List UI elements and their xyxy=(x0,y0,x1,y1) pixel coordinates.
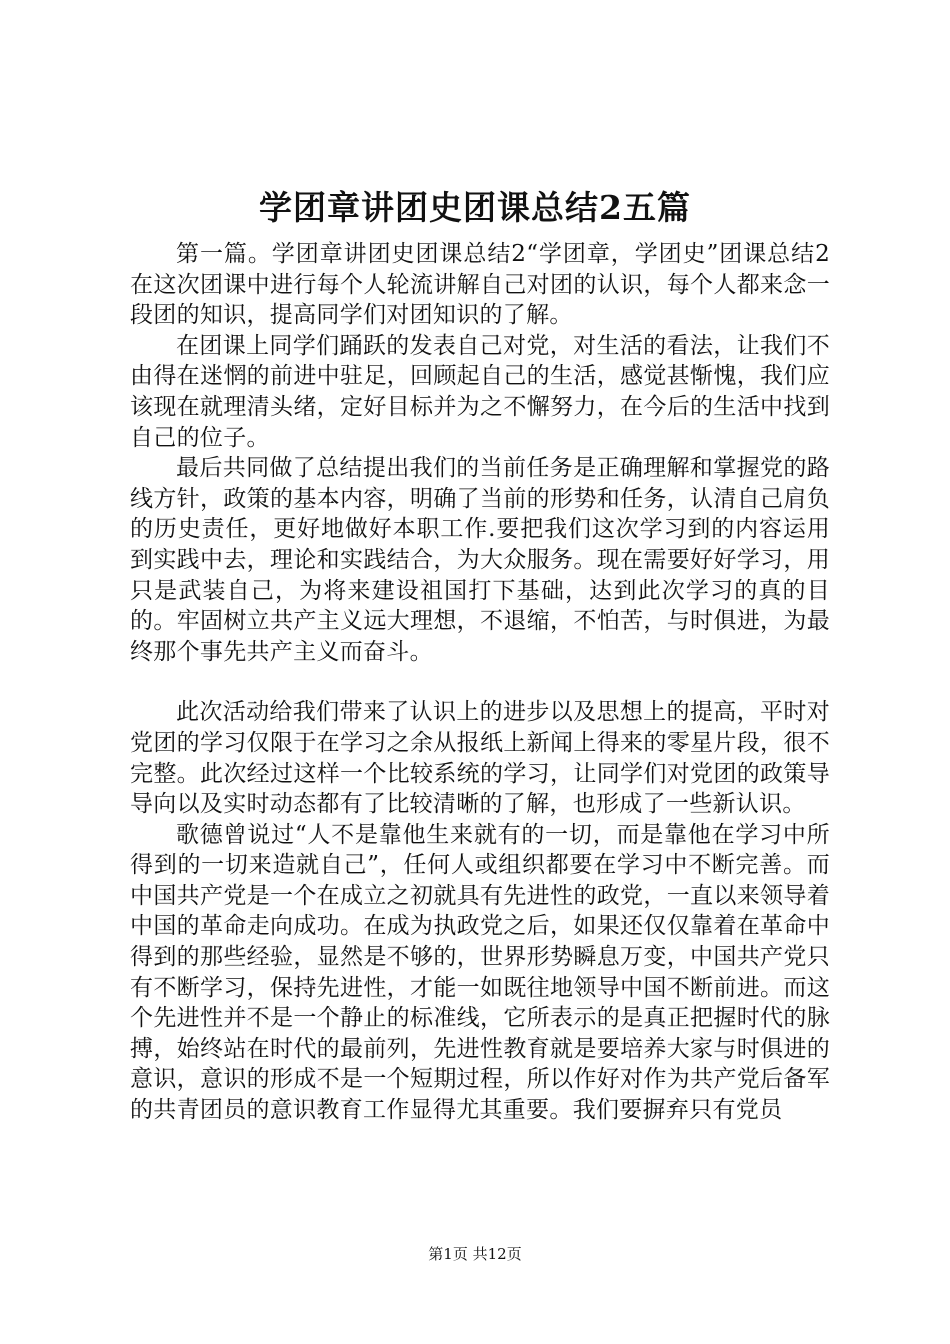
document-title: 学团章讲团史团课总结2五篇 xyxy=(259,188,691,227)
page-number-footer: 第1页 共12页 xyxy=(428,1245,522,1263)
paragraph-3: 最后共同做了总结提出我们的当前任务是正确理解和掌握党的路线方针，政策的基本内容，明确了当前的形势和任务，认清自己肩负的历史责任，更好地做好本职工作.要把我们这次学习到的内容运用到实践中去，理论和实践结合，为大众服务。现在需要好好学习，用只是武装自己，为将来建设祖国打下基础，达到此次学习的真的目的。牢固树立共产主义远大理想，不退缩，不怕苦，与时俱进，为最终那个事先共产主义而奋斗。 xyxy=(130,455,830,665)
document-body xyxy=(130,239,830,1126)
paragraph-2: 在团课上同学们踊跃的发表自己对党，对生活的看法，让我们不由得在迷惘的前进中驻足，回顾起自己的生活，感觉甚惭愧，我们应该现在就理清头绪，定好目标并为之不懈努力，在今后的生活中找到自己的位子。 xyxy=(130,332,830,451)
paragraph-5: 歌德曾说过“人不是靠他生来就有的一切，而是靠他在学习中所得到的一切来造就自己”，任何人或组织都要在学习中不断完善。而中国共产党是一个在成立之初就具有先进性的政党，一直以来领导着中国的革命走向成功。在成为执政党之后，如果还仅仅靠着在革命中得到的那些经验，显然是不够的，世界形势瞬息万变，中国共产党只有不断学习，保持先进性，才能一如既往地领导中国不断前进。而这个先进性并不是一个静止的标准线，它所表示的是真正把握时代的脉搏，始终站在时代的最前列，先进性教育就是要培养大家与时俱进的意识，意识的形成不是一个短期过程，所以作好对作为共产党后备军的共青团员的意识教育工作显得尤其重要。我们要摒弃只有党员 xyxy=(130,821,830,1124)
paragraph-1: 第一篇。学团章讲团史团课总结2“学团章，学团史”团课总结2在这次团课中进行每个人轮流讲解自己对团的认识，每个人都来念一段团的知识，提高同学们对团知识的了解。 xyxy=(130,241,830,329)
paragraph-4: 此次活动给我们带来了认识上的进步以及思想上的提高，平时对党团的学习仅限于在学习之余从报纸上新闻上得来的零星片段，很不完整。此次经过这样一个比较系统的学习，让同学们对党团的政策导导向以及实时动态都有了比较清晰的了解，也形成了一些新认识。 xyxy=(130,699,830,818)
